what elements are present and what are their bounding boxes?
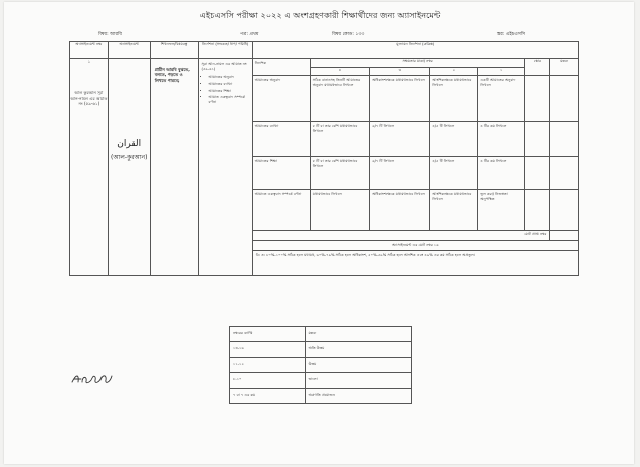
- criterion-cell: আয়াতে একত্ববাদ সম্পর্কে বর্ণনা: [252, 190, 310, 231]
- grade-range: ১৩-১৬: [230, 342, 306, 357]
- paper-label: পত্র: প্রথম: [240, 32, 259, 37]
- rubric-cell: ৬/৭ টি লিখলে: [370, 121, 430, 156]
- grade-table: [229, 326, 412, 404]
- rubric-cell: আংশিকক্ষেত্রে যথাযথভাবে লিখলে: [430, 76, 478, 122]
- assignment-text: আল কুরআন সূরা আন-নামল এর আয়াত নং (৫৯-৬১): [70, 90, 108, 107]
- rubric-cell: ৮ টি বা তার বেশি যথাযথভাবে লিখলে: [310, 156, 369, 189]
- remarks-cell: [550, 190, 579, 231]
- criterion-cell: আয়াতের ব্যাখ্যা: [252, 121, 310, 156]
- bangla-title: (আল-কুরআন): [111, 153, 148, 161]
- grade-remark: ভালো: [305, 373, 411, 388]
- arabic-title: القران: [117, 138, 142, 149]
- learning-outcome-cell: প্রাচীন আরবি বুঝতে, বলতে, পড়তে ও লিখতে পারবে;: [150, 58, 198, 275]
- score-cell: [525, 76, 550, 122]
- rubric-cell: ভুল করা/ নিজস্বতা অনুপস্থিত: [478, 190, 525, 231]
- rubric-cell: আংশিকক্ষেত্রে যথাযথভাবে লিখলে: [430, 190, 478, 231]
- rubric-cell: ৬/৭ টি লিখলে: [370, 156, 430, 189]
- level-header: ৪: [310, 67, 369, 75]
- grade-range: ১১-১২: [230, 357, 306, 372]
- grade-range: ৮-১০: [230, 373, 306, 388]
- criterion-cell: আয়াতের শিক্ষা: [252, 156, 310, 189]
- score-cell: [525, 156, 550, 189]
- grade-range: ৭ বা ৭ এর কম: [230, 388, 306, 403]
- rubric-cell: অধিকাংশক্ষেত্রে যথাযথভাবে লিখলে: [370, 76, 430, 122]
- remarks-cell: [550, 76, 579, 122]
- level-header: ৩: [370, 67, 430, 75]
- level-header: ২: [430, 67, 478, 75]
- rubric-cell: অধিকাংশক্ষেত্রে যথাযথভাবে লিখলে: [370, 190, 430, 231]
- total-score-cell: [550, 231, 579, 240]
- level-label: স্তর: এইচএসসি: [497, 32, 526, 37]
- instruction-item: • আয়াত একত্ববাদ সম্পর্কে বর্ণনা: [209, 95, 250, 105]
- assignment-no-cell: [70, 58, 109, 275]
- rubric-cell: ৮ টি বা তার বেশি যথাযথভাবে লিখলে: [310, 121, 369, 156]
- rubric-cell: ৪/৫ টি লিখলে: [430, 156, 478, 189]
- subject-label: বিষয়: আরবি: [98, 32, 122, 37]
- rubric-cell: একটি আয়াতের অনুবাদ লিখলে: [478, 76, 525, 122]
- instruction-intro: সূরা আন-নামল এর আয়াত নং (৫৯-৬১): [201, 61, 247, 71]
- grade-remark: অগ্রগতি প্রয়োজন: [305, 388, 411, 403]
- col-header-rubric: মূল্যায়ন নির্দেশনা (রুব্রিক্স): [252, 42, 578, 59]
- grade-remark: অতি উত্তম: [305, 342, 411, 357]
- remarks-cell: [550, 121, 579, 156]
- rubric-cell: ৪ টির কম লিখলে: [478, 121, 525, 156]
- rubric-cell: ৪ টির কম লিখলে: [478, 156, 525, 189]
- document-title: এইচএসসি পরীক্ষা ২০২২ এ অংশগ্রহণকারী শিক্ষার্থীদের জন্য অ্যাসাইনমেন্ট: [199, 10, 441, 20]
- assignment-cell: [108, 58, 150, 275]
- instructions-cell: [198, 58, 252, 275]
- rubric-scale-header: সক্ষমতার মাত্রা/ নম্বর: [310, 58, 525, 67]
- grade-header-range: নম্বরের ব্যাপ্তি: [230, 327, 306, 342]
- col-header-assignment: অ্যাসাইনমেন্ট: [108, 42, 150, 59]
- subject-code-label: বিষয় কোড: ১৩৩: [332, 32, 365, 37]
- instruction-item: • আয়াতের ব্যাখ্যা: [209, 82, 250, 87]
- rubric-cell: সঠিক বানানসহ তিনটি আয়াতের অনুবাদ যথাযথভাবে লিখলে: [310, 76, 369, 122]
- col-header-learning-outcome: শিখনফল/বিষয়বস্তু: [150, 42, 198, 59]
- level-header: ১: [478, 67, 525, 75]
- rubric-cell: যথাযথভাবে লিখলে: [310, 190, 369, 231]
- remarks-cell: [550, 156, 579, 189]
- assignment-table: [69, 41, 579, 276]
- score-cell: [525, 190, 550, 231]
- rubric-remarks-header: মন্তব্য: [550, 58, 579, 76]
- instruction-item: • আয়াতের শিক্ষা: [209, 89, 250, 94]
- col-header-instructions: নির্দেশনা (সংকেত/ ধাপ/ পরিধি): [198, 42, 252, 59]
- rubric-cell: ৪/৫ টি লিখলে: [430, 121, 478, 156]
- grade-remark: উত্তম: [305, 357, 411, 372]
- rubric-score-header: স্কোর: [525, 58, 550, 76]
- total-obtained-label: মোট প্রাপ্ত নম্বর: [252, 231, 550, 240]
- rubric-criteria-header: নির্দেশক: [252, 58, 310, 76]
- rubric-note: বি: দ্র: ৮০%-১০০% সঠিক হলে যথাযথ, ৬০%-৭৯% সঠিক হলে অধিকাংশ, ৫০%-৫৯% সঠিক হলে আংশিক এবং ৪৯% এর কম সঠিক হলে অপ্রতুল।: [252, 251, 578, 276]
- grade-header-remark: মন্তব্য: [305, 327, 411, 342]
- instruction-item: • আয়াতের অনুবাদ: [209, 75, 250, 80]
- signature: [70, 370, 116, 386]
- total-marks-label: অ্যাসাইনমেন্ট এর মোট নম্বর ১৬: [252, 240, 578, 250]
- criterion-cell: আয়াতের অনুবাদ: [252, 76, 310, 122]
- col-header-assignment-no: অ্যাসাইনমেন্ট নম্বর: [70, 42, 109, 59]
- assignment-number: ১: [87, 58, 91, 64]
- score-cell: [525, 121, 550, 156]
